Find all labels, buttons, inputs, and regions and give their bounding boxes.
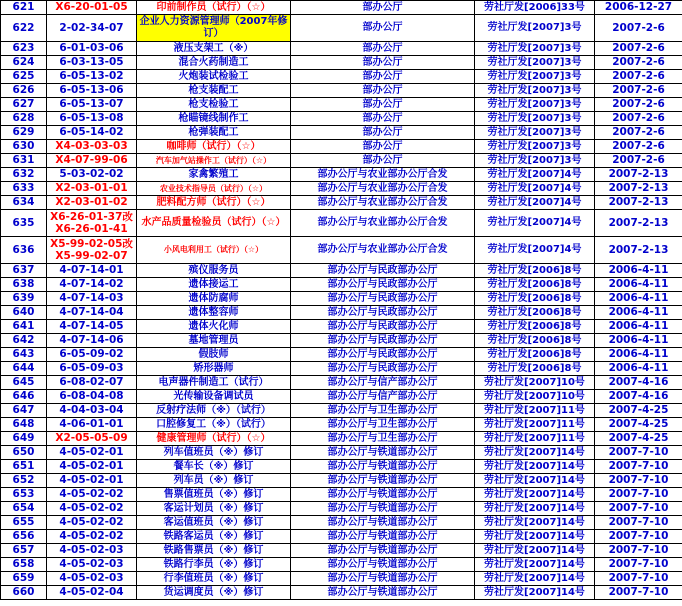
issue-date: 2007-2-13 <box>595 182 682 196</box>
issuing-department: 部办公厅与铁道部办公厅 <box>291 446 475 460</box>
issue-date: 2007-2-6 <box>595 70 682 84</box>
table-row <box>1 196 682 210</box>
occupation-name: 口腔修复工（※）（试行） <box>137 418 291 432</box>
document-number: 劳社厅发[2007]3号 <box>475 126 595 140</box>
issuing-department: 部办公厅与农业部办公厅合发 <box>291 168 475 182</box>
issue-date: 2006-4-11 <box>595 348 682 362</box>
occupation-name: 印前制作员（试行）（☆） <box>137 1 291 15</box>
occupation-name: 客运值班员（※）修订 <box>137 516 291 530</box>
occupation-name: 肥料配方师（试行）（☆） <box>137 196 291 210</box>
row-number: 623 <box>1 42 47 56</box>
occupation-code: 6-05-13-07 <box>47 98 137 112</box>
issue-date: 2007-7-10 <box>595 572 682 586</box>
issuing-department: 部办公厅 <box>291 98 475 112</box>
occupation-code: 6-08-02-07 <box>47 376 137 390</box>
document-number: 劳社厅发[2006]33号 <box>475 1 595 15</box>
row-number: 656 <box>1 530 47 544</box>
issuing-department: 部办公厅与铁道部办公厅 <box>291 460 475 474</box>
row-number: 646 <box>1 390 47 404</box>
document-number: 劳社厅发[2007]10号 <box>475 376 595 390</box>
document-number: 劳社厅发[2007]3号 <box>475 112 595 126</box>
issuing-department: 部办公厅与铁道部办公厅 <box>291 558 475 572</box>
occupation-code: 4-05-02-02 <box>47 488 137 502</box>
document-number: 劳社厅发[2007]11号 <box>475 418 595 432</box>
row-number: 634 <box>1 196 47 210</box>
document-number: 劳社厅发[2007]11号 <box>475 432 595 446</box>
occupation-code: X6-20-01-05 <box>47 1 137 15</box>
document-number: 劳社厅发[2006]8号 <box>475 320 595 334</box>
table-row <box>1 126 682 140</box>
occupation-name: 列车值班员（※）修订 <box>137 446 291 460</box>
row-number: 649 <box>1 432 47 446</box>
table-row <box>1 182 682 196</box>
occupation-name: 咖啡师（试行）（☆） <box>137 140 291 154</box>
occupation-code: 5-03-02-02 <box>47 168 137 182</box>
issue-date: 2006-4-11 <box>595 278 682 292</box>
issue-date: 2007-7-10 <box>595 460 682 474</box>
document-number: 劳社厅发[2007]3号 <box>475 154 595 168</box>
table-row <box>1 558 682 572</box>
issue-date: 2007-7-10 <box>595 474 682 488</box>
row-number: 639 <box>1 292 47 306</box>
row-number: 654 <box>1 502 47 516</box>
issuing-department: 部办公厅与卫生部办公厅 <box>291 418 475 432</box>
issuing-department: 部办公厅 <box>291 112 475 126</box>
document-number: 劳社厅发[2007]3号 <box>475 15 595 42</box>
table-row <box>1 320 682 334</box>
issue-date: 2007-2-13 <box>595 237 682 264</box>
document-number: 劳社厅发[2007]3号 <box>475 42 595 56</box>
occupation-name: 货运调度员（※）修订 <box>137 586 291 600</box>
occupation-name: 枪支检验工 <box>137 98 291 112</box>
table-row <box>1 376 682 390</box>
issue-date: 2007-4-25 <box>595 418 682 432</box>
occupation-code: 2-02-34-07 <box>47 15 137 42</box>
row-number: 632 <box>1 168 47 182</box>
issue-date: 2006-4-11 <box>595 292 682 306</box>
row-number: 658 <box>1 558 47 572</box>
issue-date: 2007-7-10 <box>595 558 682 572</box>
issuing-department: 部办公厅与信产部办公厅 <box>291 376 475 390</box>
table-row <box>1 502 682 516</box>
issue-date: 2007-2-6 <box>595 84 682 98</box>
row-number: 624 <box>1 56 47 70</box>
occupation-code: 4-05-02-01 <box>47 446 137 460</box>
table-row <box>1 112 682 126</box>
occupation-name: 殡仪服务员 <box>137 264 291 278</box>
table-row <box>1 418 682 432</box>
issuing-department: 部办公厅与民政部办公厅 <box>291 292 475 306</box>
issue-date: 2007-2-13 <box>595 210 682 237</box>
issuing-department: 部办公厅与民政部办公厅 <box>291 306 475 320</box>
document-number: 劳社厅发[2007]14号 <box>475 572 595 586</box>
table-row <box>1 348 682 362</box>
table-row <box>1 488 682 502</box>
issuing-department: 部办公厅 <box>291 126 475 140</box>
occupation-code: 6-01-03-06 <box>47 42 137 56</box>
table-row <box>1 56 682 70</box>
document-number: 劳社厅发[2007]4号 <box>475 210 595 237</box>
document-number: 劳社厅发[2007]14号 <box>475 558 595 572</box>
issue-date: 2007-2-6 <box>595 140 682 154</box>
issue-date: 2006-4-11 <box>595 320 682 334</box>
issuing-department: 部办公厅 <box>291 70 475 84</box>
issue-date: 2007-2-6 <box>595 112 682 126</box>
table-row <box>1 42 682 56</box>
occupation-name: 枪支装配工 <box>137 84 291 98</box>
occupation-code: 4-05-02-02 <box>47 530 137 544</box>
document-number: 劳社厅发[2007]14号 <box>475 586 595 600</box>
occupation-name: 企业人力资源管理师（2007年修订） <box>137 15 291 42</box>
issuing-department: 部办公厅与民政部办公厅 <box>291 362 475 376</box>
row-number: 638 <box>1 278 47 292</box>
occupation-code: 4-07-14-05 <box>47 320 137 334</box>
row-number: 633 <box>1 182 47 196</box>
occupation-code: X6-26-01-37改 X6-26-01-41 <box>47 210 137 237</box>
occupation-name: 铁路售票员（※）修订 <box>137 544 291 558</box>
issuing-department: 部办公厅 <box>291 140 475 154</box>
issuing-department: 部办公厅与铁道部办公厅 <box>291 474 475 488</box>
occupation-name: 小风电利用工（试行）（☆） <box>137 237 291 264</box>
issuing-department: 部办公厅 <box>291 1 475 15</box>
issue-date: 2007-7-10 <box>595 502 682 516</box>
row-number: 637 <box>1 264 47 278</box>
row-number: 622 <box>1 15 47 42</box>
document-number: 劳社厅发[2007]14号 <box>475 488 595 502</box>
issuing-department: 部办公厅与农业部办公厅合发 <box>291 196 475 210</box>
issuing-department: 部办公厅与铁道部办公厅 <box>291 530 475 544</box>
table-row <box>1 460 682 474</box>
document-number: 劳社厅发[2007]14号 <box>475 446 595 460</box>
occupation-name: 枪瞄镜线制作工 <box>137 112 291 126</box>
occupation-code: 4-06-01-01 <box>47 418 137 432</box>
table-row <box>1 140 682 154</box>
issue-date: 2006-4-11 <box>595 264 682 278</box>
occupation-name: 列车员（※）修订 <box>137 474 291 488</box>
issue-date: 2006-12-27 <box>595 1 682 15</box>
occupation-name: 铁路客运员（※）修订 <box>137 530 291 544</box>
issuing-department: 部办公厅与农业部办公厅合发 <box>291 210 475 237</box>
issue-date: 2007-7-10 <box>595 544 682 558</box>
table-row <box>1 516 682 530</box>
row-number: 653 <box>1 488 47 502</box>
issuing-department: 部办公厅 <box>291 42 475 56</box>
issuing-department: 部办公厅 <box>291 15 475 42</box>
issue-date: 2006-4-11 <box>595 306 682 320</box>
occupation-code: 6-05-13-02 <box>47 70 137 84</box>
issuing-department: 部办公厅 <box>291 84 475 98</box>
document-number: 劳社厅发[2007]14号 <box>475 516 595 530</box>
table-row <box>1 15 682 42</box>
document-number: 劳社厅发[2007]3号 <box>475 140 595 154</box>
issuing-department: 部办公厅与信产部办公厅 <box>291 390 475 404</box>
issue-date: 2007-2-13 <box>595 196 682 210</box>
occupation-name: 火炮装试检验工 <box>137 70 291 84</box>
occupation-name: 遗体防腐师 <box>137 292 291 306</box>
row-number: 625 <box>1 70 47 84</box>
issuing-department: 部办公厅与民政部办公厅 <box>291 334 475 348</box>
issue-date: 2006-4-11 <box>595 334 682 348</box>
document-number: 劳社厅发[2007]14号 <box>475 544 595 558</box>
table-row <box>1 264 682 278</box>
issuing-department: 部办公厅与民政部办公厅 <box>291 278 475 292</box>
occupation-name: 混合火药制造工 <box>137 56 291 70</box>
table-row <box>1 84 682 98</box>
table-row <box>1 390 682 404</box>
table-row <box>1 278 682 292</box>
issuing-department: 部办公厅与铁道部办公厅 <box>291 488 475 502</box>
occupation-code: X5-99-02-05改 X5-99-02-07 <box>47 237 137 264</box>
issuing-department: 部办公厅 <box>291 154 475 168</box>
occupation-code: 6-05-13-08 <box>47 112 137 126</box>
row-number: 627 <box>1 98 47 112</box>
table-row <box>1 306 682 320</box>
occupation-name: 墓地管理员 <box>137 334 291 348</box>
document-number: 劳社厅发[2007]4号 <box>475 182 595 196</box>
issuing-department: 部办公厅与民政部办公厅 <box>291 264 475 278</box>
occupation-code: 4-05-02-02 <box>47 516 137 530</box>
issue-date: 2007-7-10 <box>595 516 682 530</box>
document-number: 劳社厅发[2007]4号 <box>475 237 595 264</box>
issuing-department: 部办公厅与铁道部办公厅 <box>291 516 475 530</box>
table-row <box>1 292 682 306</box>
row-number: 636 <box>1 237 47 264</box>
issuing-department: 部办公厅与铁道部办公厅 <box>291 502 475 516</box>
occupation-code: 4-05-02-01 <box>47 474 137 488</box>
issue-date: 2007-7-10 <box>595 446 682 460</box>
table-row <box>1 404 682 418</box>
table-row <box>1 362 682 376</box>
table-row <box>1 1 682 15</box>
issuing-department: 部办公厅与卫生部办公厅 <box>291 404 475 418</box>
row-number: 643 <box>1 348 47 362</box>
occupation-code: 4-05-02-03 <box>47 544 137 558</box>
row-number: 621 <box>1 1 47 15</box>
row-number: 645 <box>1 376 47 390</box>
document-number: 劳社厅发[2007]3号 <box>475 98 595 112</box>
issuing-department: 部办公厅与卫生部办公厅 <box>291 432 475 446</box>
issue-date: 2007-4-16 <box>595 390 682 404</box>
issue-date: 2007-4-25 <box>595 404 682 418</box>
document-number: 劳社厅发[2006]8号 <box>475 334 595 348</box>
occupation-name: 汽车加气站操作工（试行）（☆） <box>137 154 291 168</box>
issuing-department: 部办公厅与民政部办公厅 <box>291 320 475 334</box>
row-number: 657 <box>1 544 47 558</box>
document-number: 劳社厅发[2007]14号 <box>475 502 595 516</box>
occupation-code: 4-05-02-03 <box>47 572 137 586</box>
issue-date: 2007-7-10 <box>595 530 682 544</box>
occupation-name: 客运计划员（※）修订 <box>137 502 291 516</box>
document-number: 劳社厅发[2007]14号 <box>475 530 595 544</box>
issue-date: 2007-7-10 <box>595 586 682 600</box>
table-row <box>1 572 682 586</box>
table-row <box>1 334 682 348</box>
occupation-name: 健康管理师（试行）（☆） <box>137 432 291 446</box>
document-number: 劳社厅发[2007]4号 <box>475 196 595 210</box>
occupation-name: 农业技术指导员（试行）（☆） <box>137 182 291 196</box>
issue-date: 2007-2-6 <box>595 154 682 168</box>
occupation-code: 4-05-02-04 <box>47 586 137 600</box>
table-row <box>1 432 682 446</box>
issuing-department: 部办公厅与铁道部办公厅 <box>291 586 475 600</box>
occupation-code: X4-07-99-06 <box>47 154 137 168</box>
table-row <box>1 70 682 84</box>
row-number: 631 <box>1 154 47 168</box>
table-row <box>1 530 682 544</box>
issuing-department: 部办公厅与铁道部办公厅 <box>291 572 475 586</box>
occupation-code: X2-03-01-01 <box>47 182 137 196</box>
row-number: 651 <box>1 460 47 474</box>
occupation-name: 餐车长（※）修订 <box>137 460 291 474</box>
row-number: 647 <box>1 404 47 418</box>
document-number: 劳社厅发[2007]3号 <box>475 56 595 70</box>
occupation-code: 4-07-14-06 <box>47 334 137 348</box>
table-row <box>1 98 682 112</box>
row-number: 652 <box>1 474 47 488</box>
document-number: 劳社厅发[2006]8号 <box>475 362 595 376</box>
row-number: 628 <box>1 112 47 126</box>
occupation-name: 光传输设备调试员 <box>137 390 291 404</box>
occupation-code: 4-05-02-03 <box>47 558 137 572</box>
row-number: 629 <box>1 126 47 140</box>
issue-date: 2007-2-6 <box>595 56 682 70</box>
document-number: 劳社厅发[2007]3号 <box>475 70 595 84</box>
row-number: 642 <box>1 334 47 348</box>
occupation-name: 家禽繁殖工 <box>137 168 291 182</box>
issuing-department: 部办公厅与农业部办公厅合发 <box>291 182 475 196</box>
occupation-name: 矫形器师 <box>137 362 291 376</box>
row-number: 630 <box>1 140 47 154</box>
row-number: 655 <box>1 516 47 530</box>
occupation-code: 6-05-09-02 <box>47 348 137 362</box>
document-number: 劳社厅发[2007]4号 <box>475 168 595 182</box>
document-number: 劳社厅发[2007]3号 <box>475 84 595 98</box>
table-body <box>1 1 682 600</box>
occupation-name: 遗体接运工 <box>137 278 291 292</box>
occupation-name: 电声器件制造工（试行） <box>137 376 291 390</box>
occupation-code: 4-05-02-02 <box>47 502 137 516</box>
occupation-code: 6-05-09-03 <box>47 362 137 376</box>
document-number: 劳社厅发[2006]8号 <box>475 278 595 292</box>
issue-date: 2007-2-6 <box>595 126 682 140</box>
issuing-department: 部办公厅与农业部办公厅合发 <box>291 237 475 264</box>
occupation-code: 6-05-14-02 <box>47 126 137 140</box>
document-number: 劳社厅发[2007]11号 <box>475 404 595 418</box>
issuing-department: 部办公厅与民政部办公厅 <box>291 348 475 362</box>
row-number: 650 <box>1 446 47 460</box>
occupation-code: 4-07-14-01 <box>47 264 137 278</box>
occupation-name: 假肢师 <box>137 348 291 362</box>
occupation-code: 4-04-03-04 <box>47 404 137 418</box>
document-number: 劳社厅发[2006]8号 <box>475 306 595 320</box>
issue-date: 2007-4-16 <box>595 376 682 390</box>
occupation-code: X2-03-01-02 <box>47 196 137 210</box>
table-row <box>1 474 682 488</box>
occupation-name: 枪弹装配工 <box>137 126 291 140</box>
table-row <box>1 544 682 558</box>
occupation-name: 反射疗法师（※）（试行） <box>137 404 291 418</box>
issuing-department: 部办公厅 <box>291 56 475 70</box>
occupation-code: 6-08-04-08 <box>47 390 137 404</box>
issue-date: 2007-7-10 <box>595 488 682 502</box>
occupation-code: X4-03-03-03 <box>47 140 137 154</box>
row-number: 626 <box>1 84 47 98</box>
issue-date: 2007-2-6 <box>595 15 682 42</box>
row-number: 659 <box>1 572 47 586</box>
occupation-code: 6-05-13-06 <box>47 84 137 98</box>
document-number: 劳社厅发[2006]8号 <box>475 264 595 278</box>
issuing-department: 部办公厅与铁道部办公厅 <box>291 544 475 558</box>
issue-date: 2007-2-6 <box>595 98 682 112</box>
document-number: 劳社厅发[2007]14号 <box>475 460 595 474</box>
occupation-code: 4-07-14-02 <box>47 278 137 292</box>
issue-date: 2007-4-25 <box>595 432 682 446</box>
occupation-name: 行李值班员（※）修订 <box>137 572 291 586</box>
occupation-code: 4-07-14-04 <box>47 306 137 320</box>
table-row <box>1 154 682 168</box>
row-number: 660 <box>1 586 47 600</box>
occupation-name: 水产品质量检验员（试行）（☆） <box>137 210 291 237</box>
row-number: 644 <box>1 362 47 376</box>
occupation-name: 遗体火化师 <box>137 320 291 334</box>
table-row <box>1 446 682 460</box>
occupation-code: 6-03-13-05 <box>47 56 137 70</box>
occupation-name: 液压支架工（※） <box>137 42 291 56</box>
table-row <box>1 210 682 237</box>
occupation-name: 遗体整容师 <box>137 306 291 320</box>
issue-date: 2006-4-11 <box>595 362 682 376</box>
row-number: 648 <box>1 418 47 432</box>
issue-date: 2007-2-13 <box>595 168 682 182</box>
occupation-name: 售票值班员（※）修订 <box>137 488 291 502</box>
document-number: 劳社厅发[2006]8号 <box>475 348 595 362</box>
document-number: 劳社厅发[2007]14号 <box>475 474 595 488</box>
row-number: 641 <box>1 320 47 334</box>
row-number: 640 <box>1 306 47 320</box>
occupation-code: X2-05-05-09 <box>47 432 137 446</box>
table-row <box>1 168 682 182</box>
occupation-code: 4-05-02-01 <box>47 460 137 474</box>
table-row <box>1 586 682 600</box>
document-number: 劳社厅发[2007]10号 <box>475 390 595 404</box>
table-row <box>1 237 682 264</box>
occupation-name: 铁路行李员（※）修订 <box>137 558 291 572</box>
document-number: 劳社厅发[2006]8号 <box>475 292 595 306</box>
issue-date: 2007-2-6 <box>595 42 682 56</box>
row-number: 635 <box>1 210 47 237</box>
occupation-code: 4-07-14-03 <box>47 292 137 306</box>
